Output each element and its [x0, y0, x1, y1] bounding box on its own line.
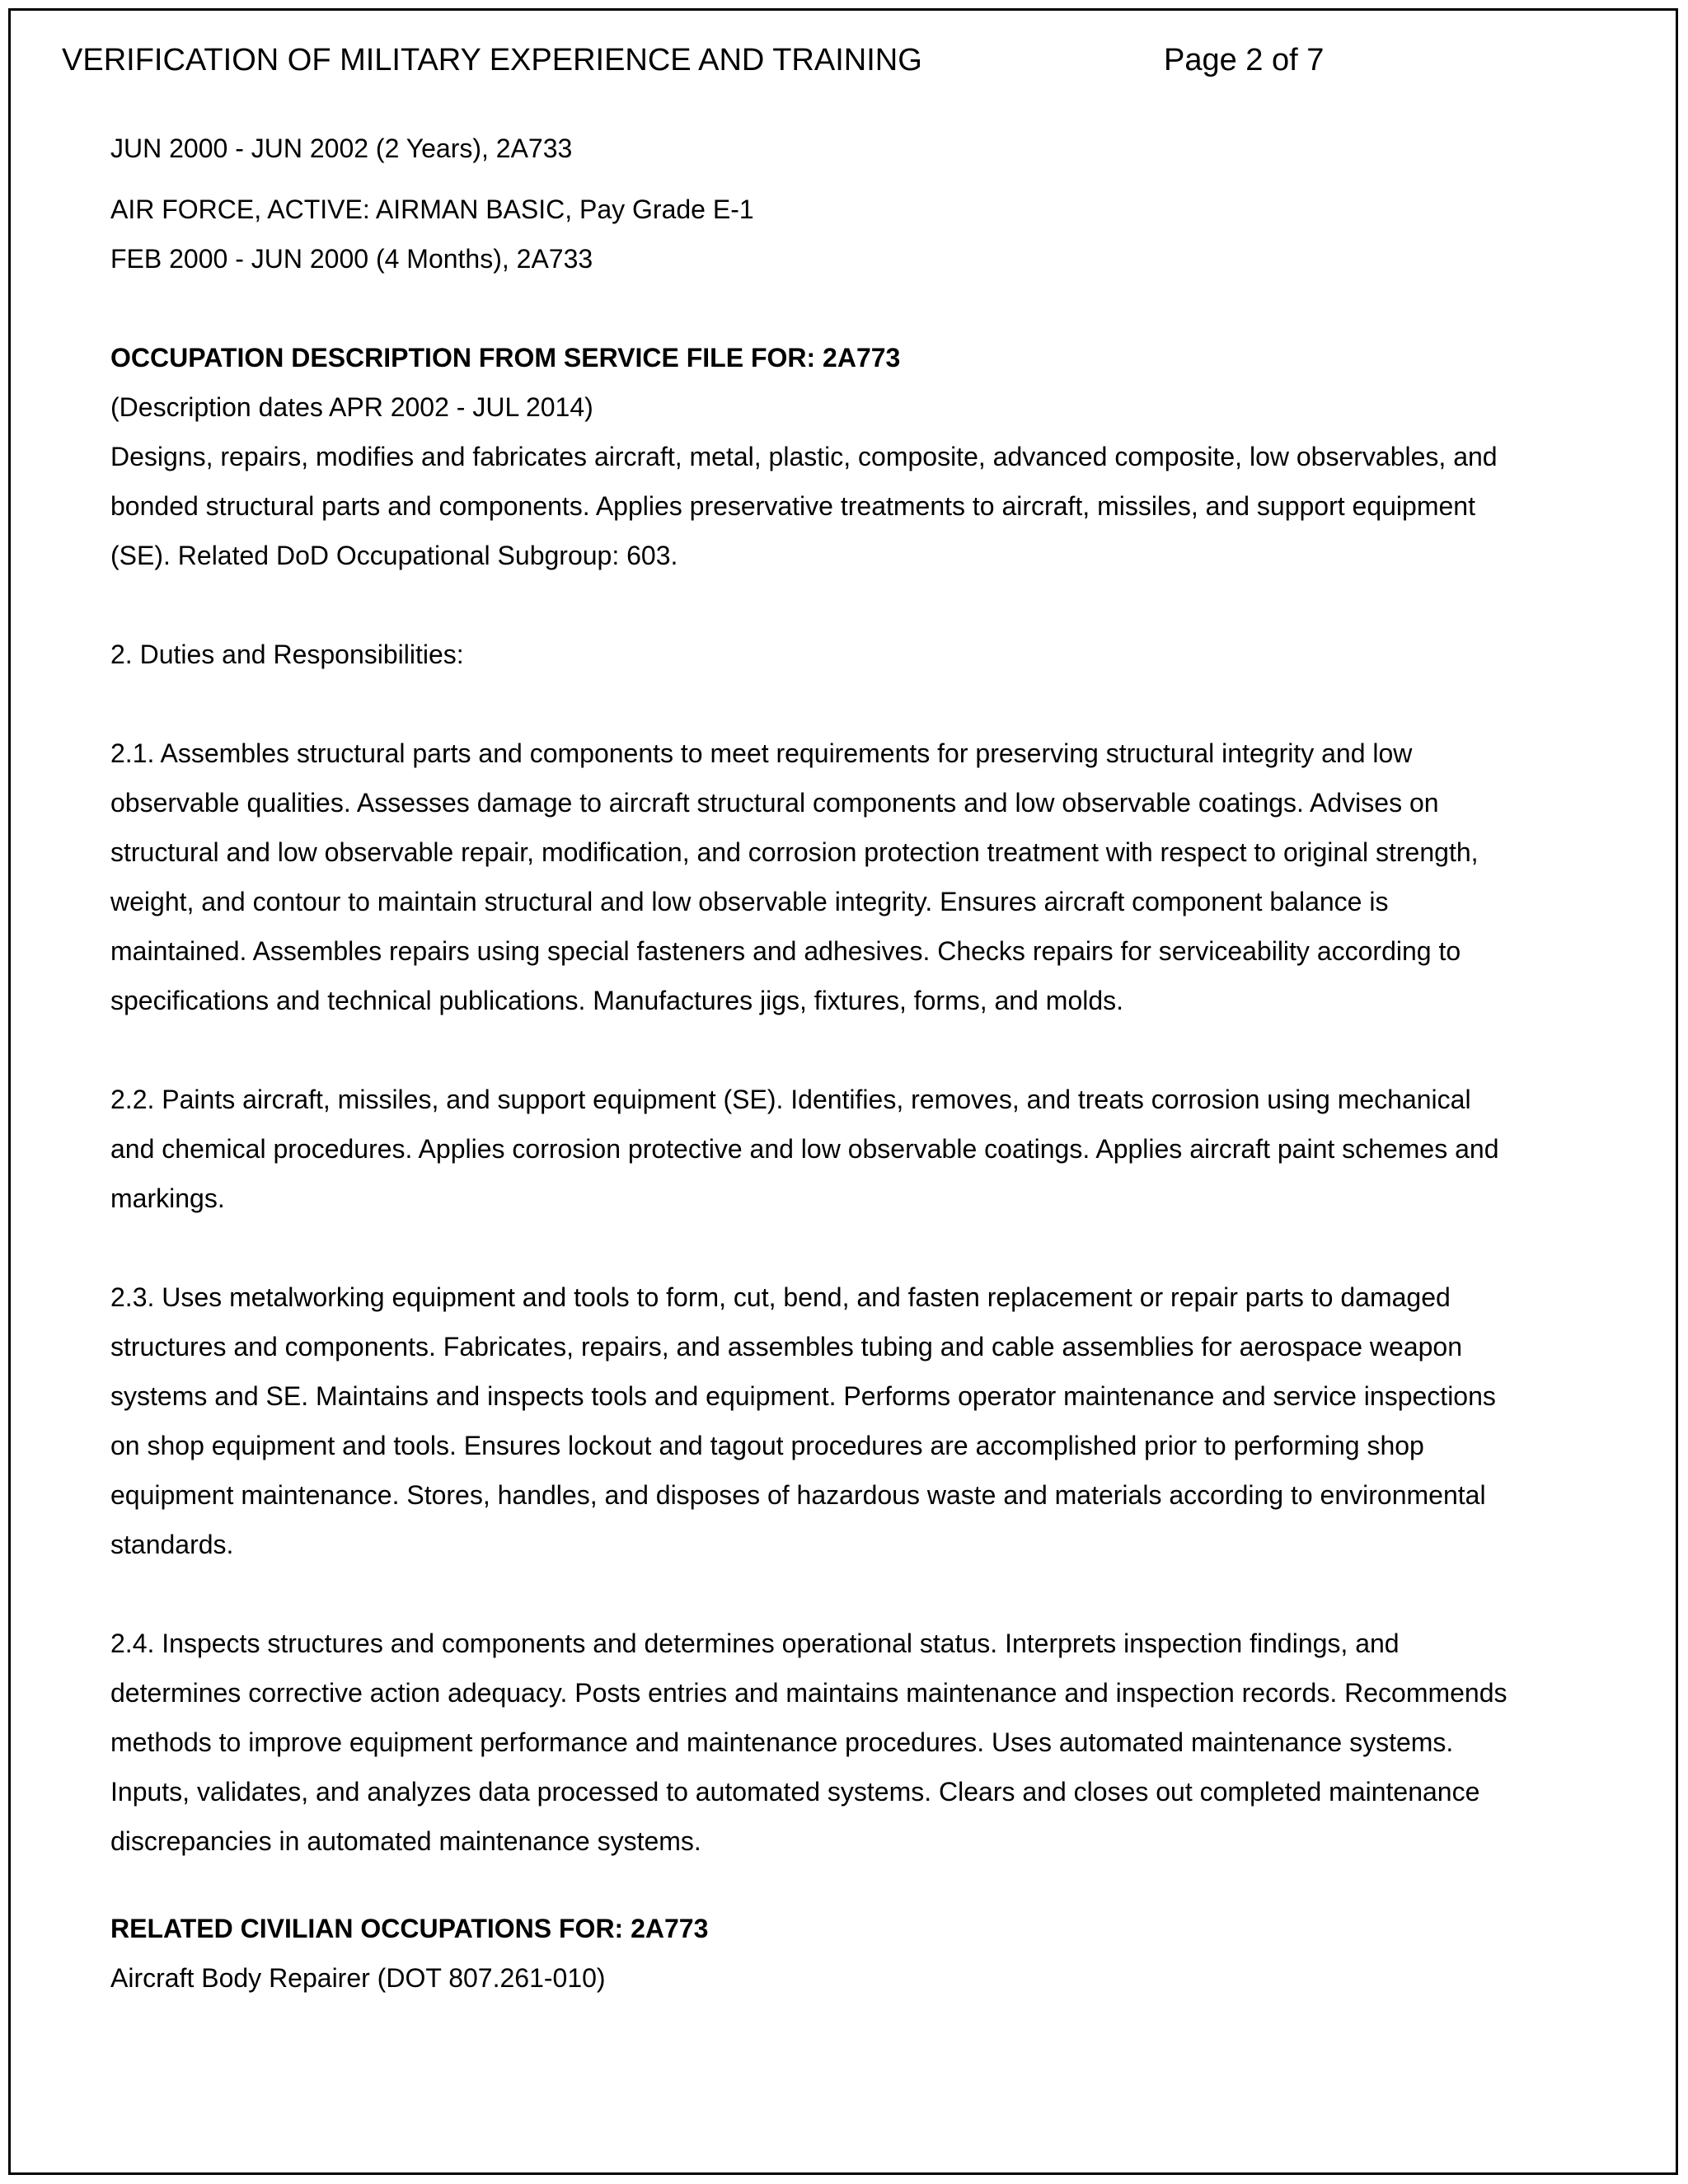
civilian-occupation-item: Aircraft Body Repairer (DOT 807.261-010): [110, 1963, 606, 1993]
text-line: and chemical procedures. Applies corrosion protective and low observable coatings. Applies aircraft paint schemes and: [110, 1134, 1499, 1164]
page-number: Page 2 of 7: [1164, 43, 1325, 77]
text-line: methods to improve equipment performance and maintenance procedures. Uses automated maintenance systems.: [110, 1727, 1454, 1757]
text-line: markings.: [110, 1183, 225, 1213]
duties-heading: 2. Duties and Responsibilities:: [110, 640, 464, 669]
page-header: [62, 40, 1628, 81]
duty-paragraph: [110, 1272, 1578, 1569]
text-line: weight, and contour to maintain structural and low observable integrity. Ensures aircraft component balance is: [110, 887, 1389, 916]
text-line: on shop equipment and tools. Ensures lockout and tagout procedures are accomplished prior to performing shop: [110, 1431, 1424, 1460]
text-line: bonded structural parts and components. Applies preservative treatments to aircraft, missiles, and support equipment: [110, 491, 1475, 521]
duty-paragraph: [110, 1619, 1578, 1866]
text-line: (SE). Related DoD Occupational Subgroup: 603.: [110, 541, 678, 570]
occupation-summary: [110, 432, 1578, 580]
text-line: Inputs, validates, and analyzes data processed to automated systems. Clears and closes out completed maintenance: [110, 1777, 1480, 1807]
service-period-dates: JUN 2000 - JUN 2002 (2 Years), 2A733: [110, 134, 573, 163]
service-rank: AIR FORCE, ACTIVE: AIRMAN BASIC, Pay Grade E-1: [110, 194, 754, 224]
text-line: 2.2. Paints aircraft, missiles, and support equipment (SE). Identifies, removes, and treats corrosion using mechanical: [110, 1085, 1471, 1114]
text-line: observable qualities. Assesses damage to aircraft structural components and low observable coatings. Advises on: [110, 788, 1439, 818]
text-line: Designs, repairs, modifies and fabricates aircraft, metal, plastic, composite, advanced composite, low observables, and: [110, 442, 1498, 471]
text-line: systems and SE. Maintains and inspects tools and equipment. Performs operator maintenance and service inspections: [110, 1381, 1496, 1411]
text-line: 2.3. Uses metalworking equipment and tools to form, cut, bend, and fasten replacement or repair parts to damaged: [110, 1282, 1451, 1312]
text-line: structures and components. Fabricates, repairs, and assembles tubing and cable assemblies for aerospace weapon: [110, 1332, 1463, 1361]
text-line: maintained. Assembles repairs using special fasteners and adhesives. Checks repairs for serviceability according to: [110, 936, 1461, 966]
document-title: VERIFICATION OF MILITARY EXPERIENCE AND TRAINING: [62, 43, 922, 77]
duty-paragraph: [110, 1075, 1578, 1223]
description-dates: (Description dates APR 2002 - JUL 2014): [110, 392, 593, 422]
duty-paragraph: [110, 729, 1578, 1025]
text-line: 2.4. Inspects structures and components and determines operational status. Interprets inspection findings, and: [110, 1629, 1400, 1658]
text-line: structural and low observable repair, modification, and corrosion protection treatment with respect to original strength,: [110, 837, 1479, 867]
occupation-heading: OCCUPATION DESCRIPTION FROM SERVICE FILE FOR: 2A773: [110, 343, 901, 373]
text-line: standards.: [110, 1530, 234, 1559]
text-line: determines corrective action adequacy. Posts entries and maintains maintenance and inspection records. Recommends: [110, 1678, 1507, 1708]
document-body: [110, 124, 1578, 2003]
text-line: discrepancies in automated maintenance systems.: [110, 1826, 701, 1856]
civilian-occupations-heading: RELATED CIVILIAN OCCUPATIONS FOR: 2A773: [110, 1914, 709, 1943]
service-period-dates: FEB 2000 - JUN 2000 (4 Months), 2A733: [110, 244, 593, 274]
text-line: equipment maintenance. Stores, handles, and disposes of hazardous waste and materials according to environmental: [110, 1480, 1486, 1510]
text-line: specifications and technical publications. Manufactures jigs, fixtures, forms, and molds.: [110, 986, 1124, 1015]
text-line: 2.1. Assembles structural parts and components to meet requirements for preserving structural integrity and low: [110, 738, 1413, 768]
